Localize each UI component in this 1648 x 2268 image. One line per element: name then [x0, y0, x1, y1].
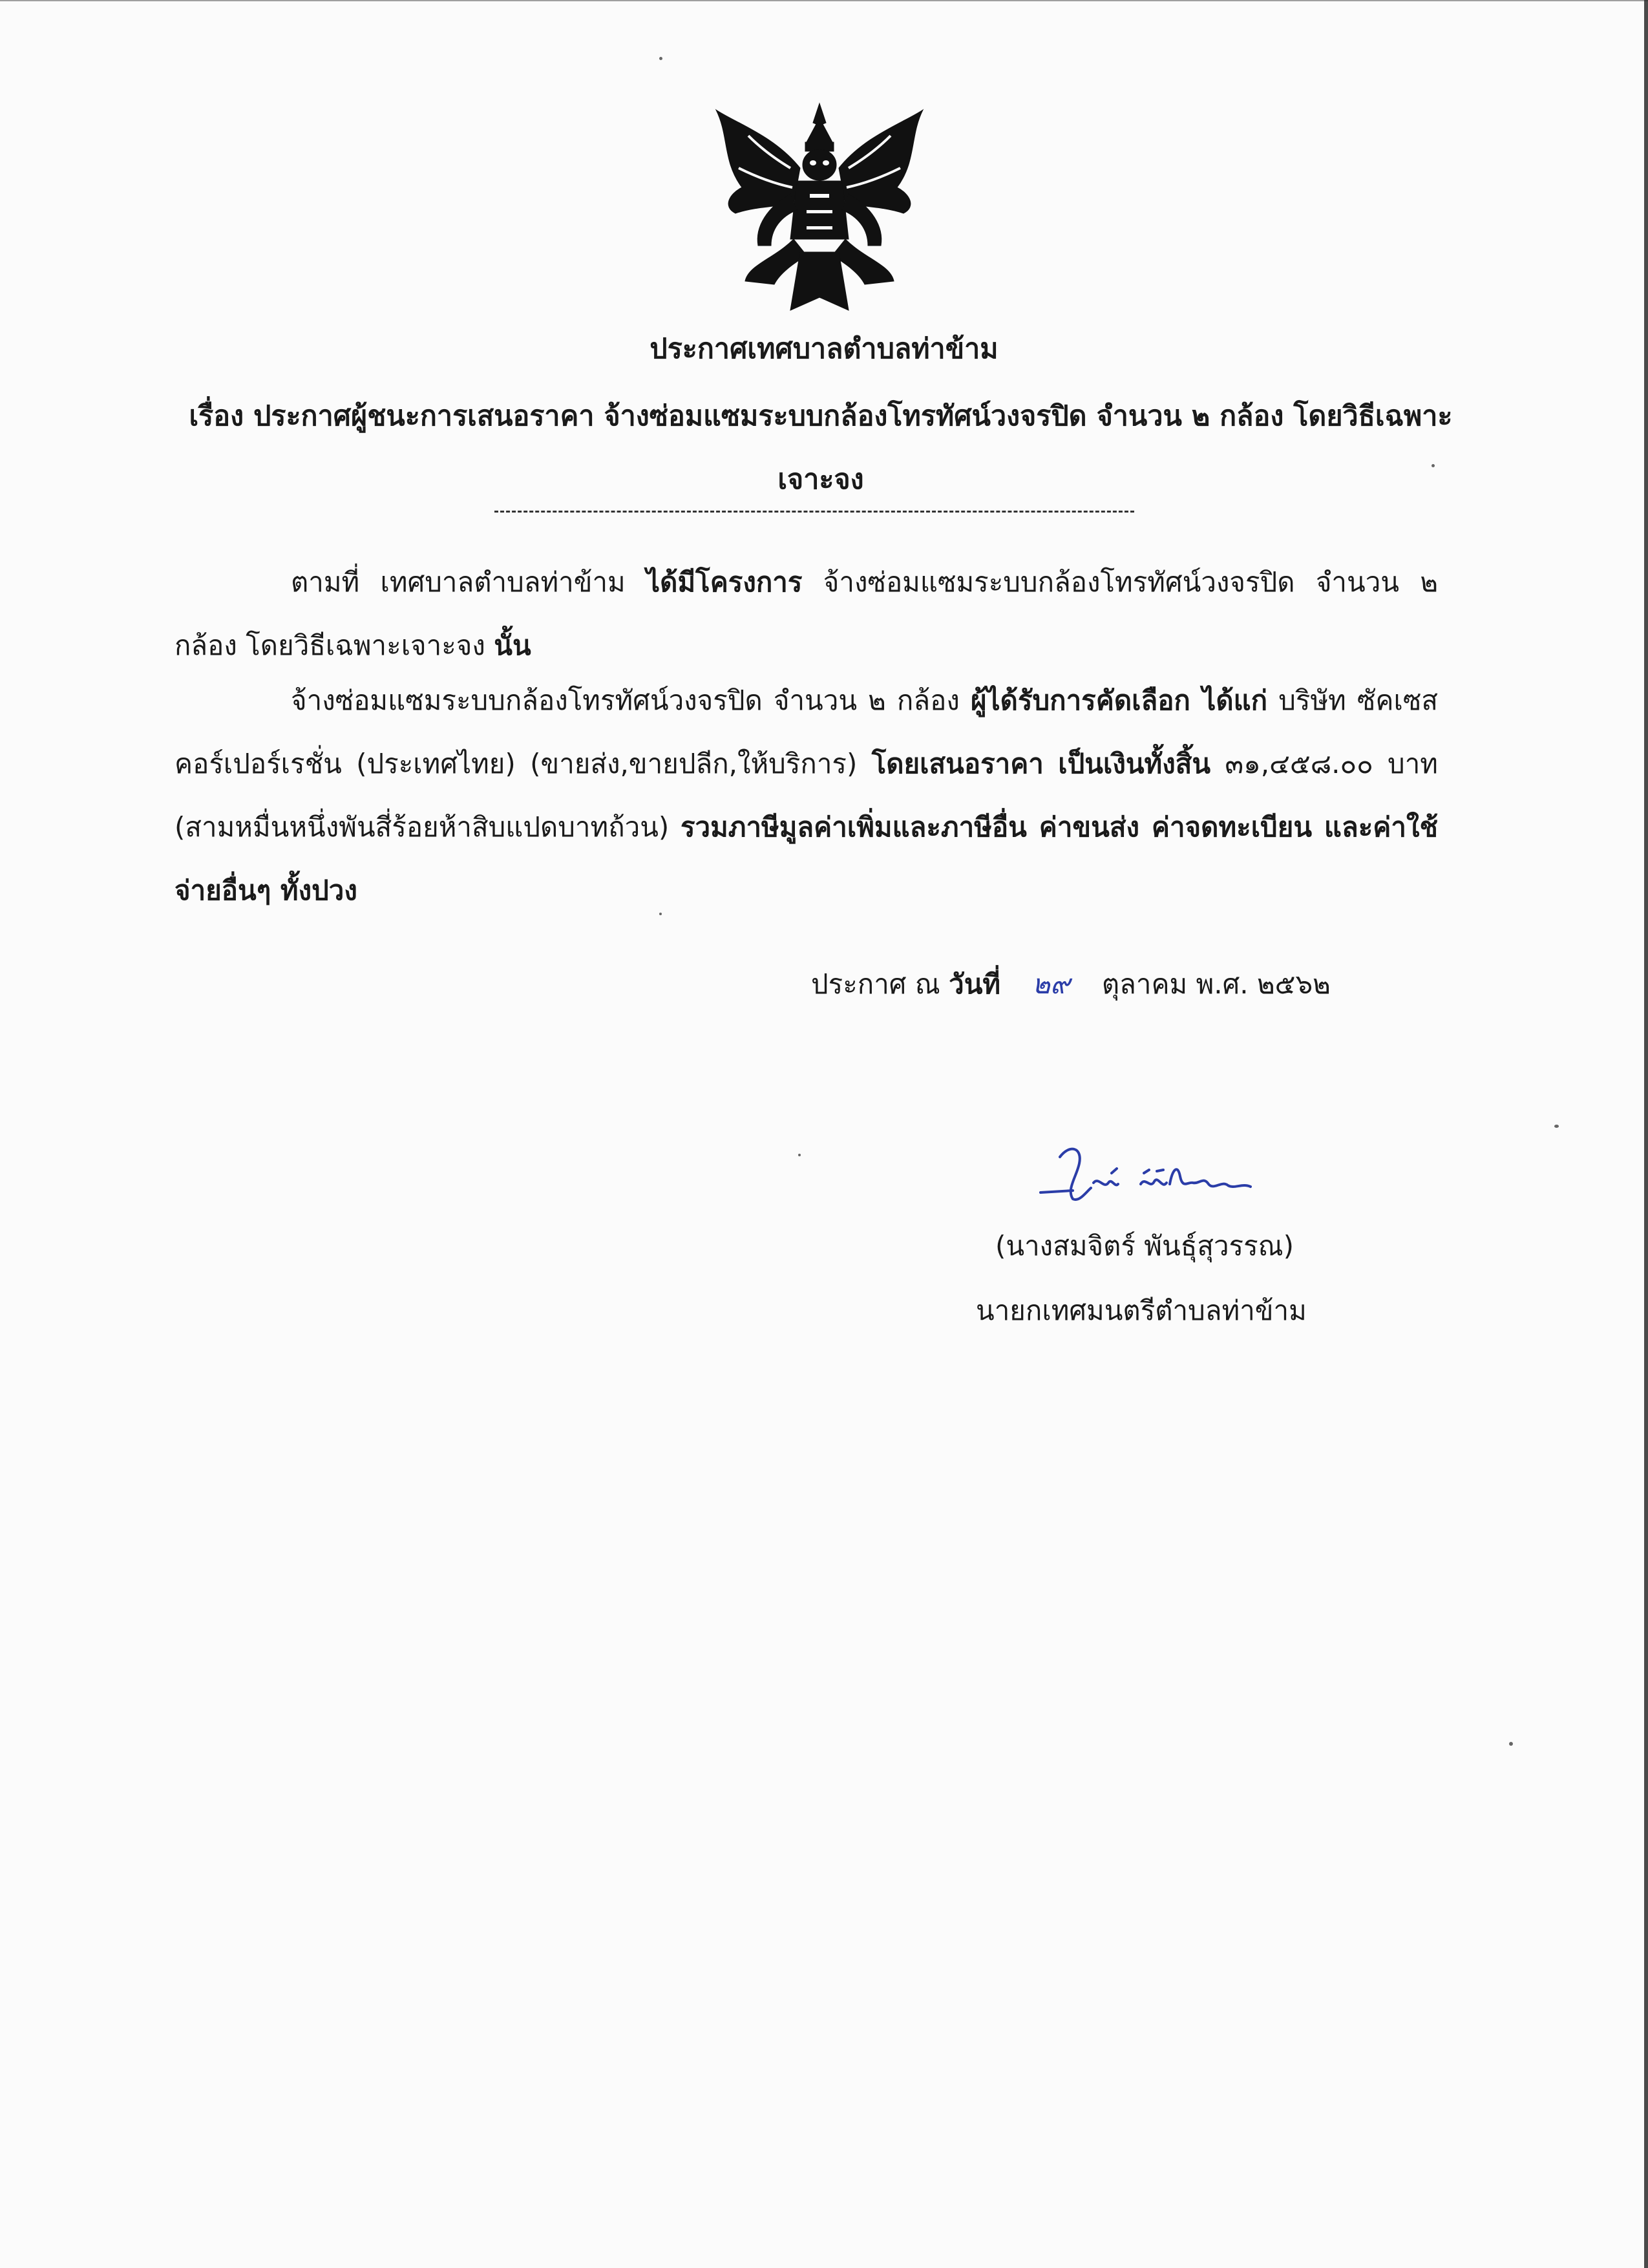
p2-selected-label: ผู้ได้รับการคัดเลือก ได้แก่	[970, 684, 1268, 716]
scan-speck	[1509, 1742, 1513, 1746]
scan-speck	[1554, 1125, 1559, 1128]
p1-lead: ตามที่ เทศบาลตำบลท่าข้าม	[291, 566, 626, 598]
p2-amount: ๓๑,๔๕๘.๐๐ บาท	[1225, 748, 1438, 779]
p1-body: จ้างซ่อมแซมระบบกล้องโทรทัศน์วงจรปิด จำนวน ๒ กล้อง โดยวิธีเฉพาะเจาะจง	[174, 566, 1439, 661]
p2-vendor: บริษัท ซัคเซส คอร์เปอร์เรชั่น (ประเทศไทย) (ขายส่ง,ขายปลีก,ให้บริการ)	[174, 684, 1438, 779]
p2-total-label: เป็นเงินทั้งสิ้น	[1058, 748, 1211, 779]
scan-speck	[798, 1154, 801, 1156]
garuda-emblem-icon	[710, 97, 929, 323]
announcement-subject: เรื่อง ประกาศผู้ชนะการเสนอราคา จ้างซ่อมแซมระบบกล้องโทรทัศน์วงจรปิด จำนวน ๒ กล้อง โดยวิธีเฉพาะเจาะจง	[189, 400, 1453, 496]
scan-speck	[659, 57, 662, 60]
date-line	[811, 963, 1331, 1006]
date-prefix: ประกาศ ณ	[811, 968, 940, 1000]
scan-speck	[659, 913, 662, 915]
date-month-year: ตุลาคม พ.ศ. ๒๕๖๒	[1101, 968, 1331, 1000]
separator-rule	[494, 511, 1134, 513]
paragraph-2	[174, 669, 1438, 922]
p1-bold-phrase: ได้มีโครงการ	[646, 566, 803, 598]
paragraph-1	[174, 551, 1438, 677]
signer-position: นายกเทศมนตรีตำบลท่าข้าม	[976, 1295, 1307, 1326]
announcement-title: ประกาศเทศบาลตำบลท่าข้าม	[650, 333, 998, 365]
p2-amount-words: (สามหมื่นหนึ่งพันสี่ร้อยห้าสิบแปดบาทถ้วน)	[174, 811, 670, 843]
date-day-handwritten: ๒๙	[1032, 968, 1070, 1000]
p2-offer-label: โดยเสนอราคา	[871, 748, 1044, 779]
handwritten-signature	[1034, 1138, 1267, 1215]
signer-name: (นางสมจิตร์ พันธุ์สุวรรณ)	[995, 1230, 1294, 1262]
p2-inclusion: รวมภาษีมูลค่าเพิ่มและภาษีอื่น ค่าขนส่ง ค่าจดทะเบียน และค่าใช้จ่ายอื่นๆ ทั้งปวง	[174, 811, 1438, 906]
scan-top-edge	[0, 0, 1648, 1]
p1-end: นั้น	[494, 630, 531, 661]
p2-item: จ้างซ่อมแซมระบบกล้องโทรทัศน์วงจรปิด จำนวน ๒ กล้อง	[291, 684, 960, 716]
date-day-label: วันที่	[949, 968, 1001, 1000]
scan-speck	[1431, 464, 1435, 467]
